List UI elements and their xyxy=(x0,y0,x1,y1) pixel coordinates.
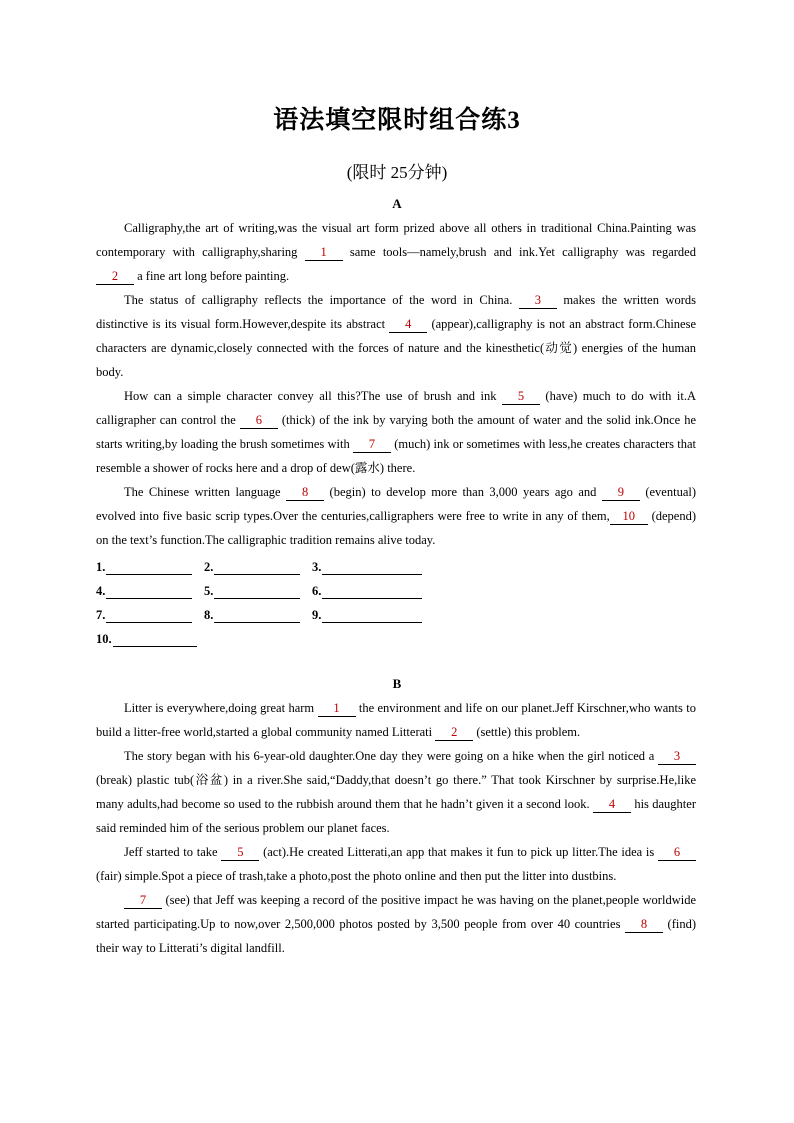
section-a-paragraph-3: How can a simple character convey all this?The use of brush and ink 5 (have) much to do with it.A calligrapher can control the 6 (thick) of the ink by varying both the amount of water and the solid ink.Once he starts writing,by loading the brush sometimes with 7 (much) ink or sometimes with less,he creates characters that resemble a shower of rocks here and a drop of dew(露水) there. xyxy=(96,389,697,475)
section-b-passage xyxy=(96,696,696,960)
answer-line-2[interactable]: 2. xyxy=(204,553,312,575)
answer-line-4[interactable]: 4. xyxy=(96,577,204,599)
section-b-paragraph-4: 7 (see) that Jeff was keeping a record of the positive impact he was having on the planet,people worldwide started participating.Up to now,over 2,500,000 photos posted by 3,500 people from over 40 countries 8 (find) their way to Litterati’s digital landfill. xyxy=(96,893,696,955)
answer-row xyxy=(96,625,432,649)
answer-line-9[interactable]: 9. xyxy=(312,601,432,623)
section-b-paragraph-1: Litter is everywhere,doing great harm 1 the environment and life on our planet.Jeff Kirschner,who wants to build a litter-free world,started a global community named Litterati 2 (settle) this problem. xyxy=(96,701,696,739)
blank-a-10: 10 xyxy=(610,509,648,525)
page-subtitle: (限时 25分钟) xyxy=(346,163,448,182)
answer-line-7[interactable]: 7. xyxy=(96,601,204,623)
blank-a-5: 5 xyxy=(502,389,540,405)
answer-line-3[interactable]: 3. xyxy=(312,553,432,575)
blank-a-2: 2 xyxy=(96,269,134,285)
section-a-passage xyxy=(96,216,696,552)
blank-a-9: 9 xyxy=(602,485,640,501)
section-a-paragraph-4: The Chinese written language 8 (begin) to develop more than 3,000 years ago and 9 (eventual) evolved into five basic scrip types.Over the centuries,calligraphers were free to write in any of them, 10 (depend) on the text’s function.The calligraphic tradition remains alive today. xyxy=(96,485,697,547)
blank-b-5: 5 xyxy=(221,845,259,861)
answer-row xyxy=(96,601,432,625)
section-b-paragraph-2: The story began with his 6-year-old daughter.One day they were going on a hike when the girl noticed a 3 (break) plastic tub(浴盆) in a river.She said,“Daddy,that doesn’t go there.” That took Kirschner by surprise.He,like many adults,had become so used to the rubbish around them that he hadn’t given it a second look. 4 his daughter said reminded him of the serious problem our planet faces. xyxy=(96,749,696,835)
answer-sheet-a xyxy=(96,553,432,649)
answer-line-5[interactable]: 5. xyxy=(204,577,312,599)
answer-line-10[interactable]: 10. xyxy=(96,625,204,647)
section-b-label: B xyxy=(392,676,402,691)
blank-a-1: 1 xyxy=(305,245,343,261)
blank-b-8: 8 xyxy=(625,917,663,933)
blank-a-6: 6 xyxy=(240,413,278,429)
blank-b-6: 6 xyxy=(658,845,696,861)
section-a-paragraph-1: Calligraphy,the art of writing,was the visual art form prized above all others in traditional China.Painting was contemporary with calligraphy,sharing 1 same tools—namely,brush and ink.Yet calligraphy was regarded 2 a fine art long before painting. xyxy=(96,221,696,283)
blank-b-1: 1 xyxy=(318,701,356,717)
blank-a-4: 4 xyxy=(389,317,427,333)
answer-line-6[interactable]: 6. xyxy=(312,577,432,599)
blank-a-7: 7 xyxy=(353,437,391,453)
blank-b-4: 4 xyxy=(593,797,631,813)
answer-row xyxy=(96,553,432,577)
section-b-paragraph-3: Jeff started to take 5 (act).He created Litterati,an app that makes it fun to pick up litter.The idea is 6 (fair) simple.Spot a piece of trash,take a photo,post the photo online and then put the litter into dustbins. xyxy=(96,840,696,888)
blank-b-3: 3 xyxy=(658,749,696,765)
answer-line-8[interactable]: 8. xyxy=(204,601,312,623)
answer-row xyxy=(96,577,432,601)
blank-b-7: 7 xyxy=(124,893,162,909)
blank-a-3: 3 xyxy=(519,293,557,309)
page-title: 语法填空限时组合练3 xyxy=(273,107,521,134)
answer-line-1[interactable]: 1. xyxy=(96,553,204,575)
blank-a-8: 8 xyxy=(286,485,324,501)
section-a-paragraph-2: The status of calligraphy reflects the importance of the word in China. 3 makes the written words distinctive is its visual form.However,despite its abstract 4 (appear),calligraphy is not an abstract form.Chinese characters are dynamic,closely connected with the forces of nature and the kinesthetic(动觉) energies of the human body. xyxy=(96,293,697,379)
section-a-label: A xyxy=(392,196,402,211)
blank-b-2: 2 xyxy=(435,725,473,741)
